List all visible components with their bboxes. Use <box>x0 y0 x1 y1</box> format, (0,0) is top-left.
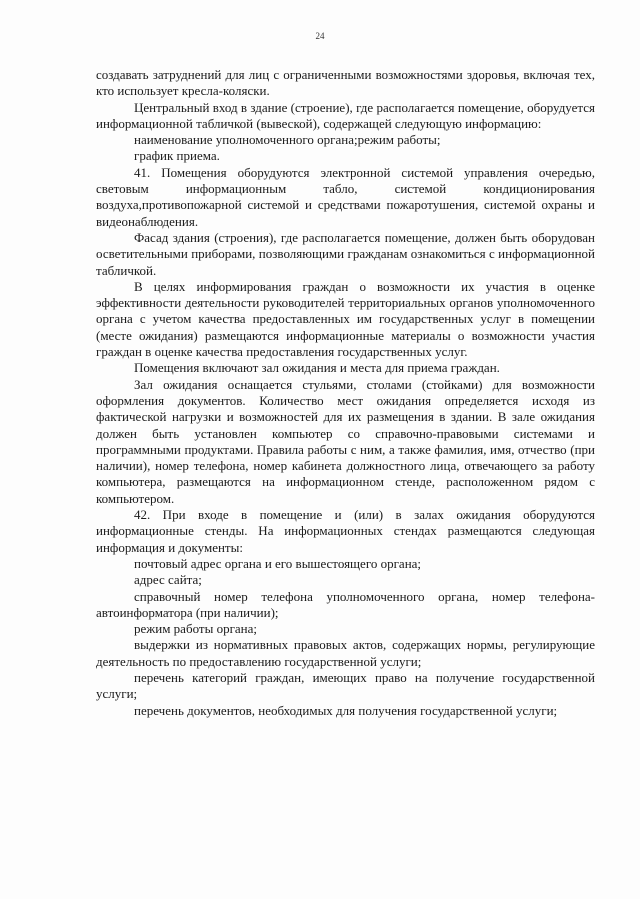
paragraph: 41. Помещения оборудуются электронной системой управления очередью, световым информационным табло, системой кондиционирования воздуха,противопожарной системой и средствами пожаротушения, системой охраны и видеонаблюдения. <box>96 164 595 229</box>
list-item: режим работы органа; <box>134 621 258 637</box>
list-item: адрес сайта; <box>134 572 202 588</box>
paragraph: Фасад здания (строения), где располагается помещение, должен быть оборудован осветительными приборами, позволяющими гражданам ознакомиться с информационной табличкой. <box>96 229 595 278</box>
paragraph: Зал ожидания оснащается стульями, столами (стойками) для возможности оформления документов. Количество мест ожидания определяется исходя из фактической нагрузки и возможностей для их размещения в здании. В зале ожидания должен быть установлен компьютер со справочно-правовыми системами и программными продуктами. Правила работы с ним, а также фамилия, имя, отчество (при наличии), номер телефона, номер кабинета должностного лица, отвечающего за работу компьютера, размещаются на информационном стенде, расположенном рядом с компьютером. <box>96 376 595 506</box>
list-item: перечень документов, необходимых для получения государственной услуги; <box>134 702 558 718</box>
list-item: почтовый адрес органа и его вышестоящего органа; <box>134 555 422 571</box>
paragraph: создавать затруднений для лиц с ограниченными возможностями здоровья, включая тех, кто использует кресла-коляски. <box>96 67 595 99</box>
list-item: график приема. <box>134 148 220 164</box>
paragraph: Центральный вход в здание (строение), где располагается помещение, оборудуется информационной табличкой (вывеской), содержащей следующую информацию: <box>96 99 595 131</box>
list-item: перечень категорий граждан, имеющих право на получение государственной услуги; <box>96 669 595 702</box>
paragraph: Помещения включают зал ожидания и места для приема граждан. <box>134 360 500 376</box>
page-number: 24 <box>315 31 325 41</box>
paragraph: 42. При входе в помещение и (или) в залах ожидания оборудуются информационные стенды. На информационных стендах размещаются следующая информация и документы: <box>96 507 595 555</box>
list-item: выдержки из нормативных правовых актов, содержащих нормы, регулирующие деятельность по предоставлению государственной услуги; <box>96 637 595 669</box>
list-item: наименование уполномоченного органа;режим работы; <box>134 132 441 148</box>
document-body <box>96 67 595 719</box>
paragraph: В целях информирования граждан о возможности их участия в оценке эффективности деятельности руководителей территориальных органов уполномоченного органа с учетом качества предоставленных им государственных услуг в помещении (месте ожидания) размещаются информационные материалы о возможности участия граждан в оценке качества предоставления государственных услуг. <box>96 278 595 360</box>
list-item: справочный номер телефона уполномоченного органа, номер телефона-автоинформатора (при наличии); <box>96 588 595 620</box>
